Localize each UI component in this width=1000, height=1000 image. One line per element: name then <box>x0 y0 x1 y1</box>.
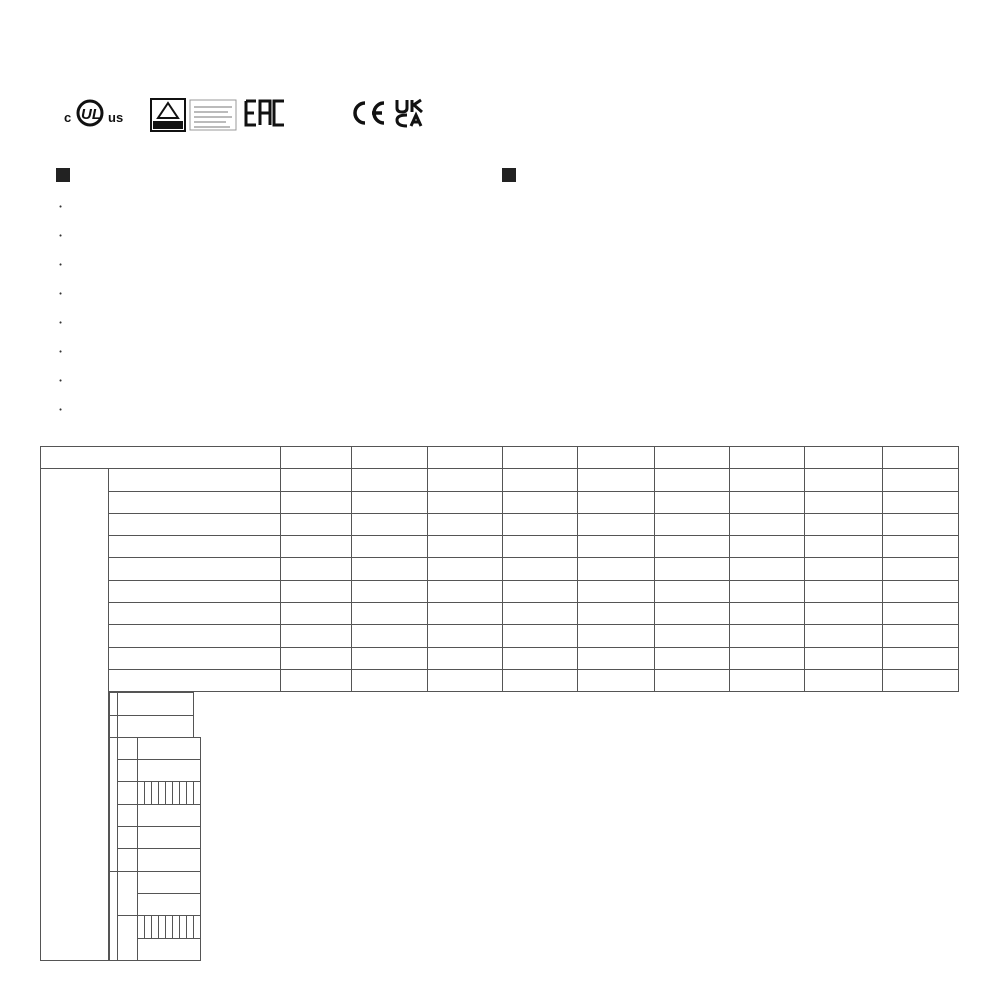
table-cell <box>503 580 578 602</box>
table-cell <box>883 647 959 669</box>
row-label <box>118 827 138 849</box>
table-cell <box>352 603 428 625</box>
frequency-value <box>138 760 201 782</box>
table-cell <box>428 469 503 491</box>
table-cell <box>805 536 883 558</box>
table-cell <box>281 491 352 513</box>
table-cell <box>503 469 578 491</box>
table-cell <box>173 782 180 804</box>
leakage-value <box>138 849 201 871</box>
table-cell <box>578 513 655 535</box>
features-list <box>58 196 80 428</box>
list-item: · <box>58 226 65 245</box>
table-row <box>110 693 201 715</box>
table-cell <box>883 536 959 558</box>
row-label <box>109 625 281 647</box>
spec-table <box>40 446 959 961</box>
table-cell <box>281 536 352 558</box>
row-label <box>118 782 138 804</box>
table-cell <box>503 625 578 647</box>
table-cell <box>578 647 655 669</box>
table-cell <box>145 916 152 938</box>
table-cell <box>194 782 201 804</box>
square-bullet-icon <box>56 168 70 182</box>
tuv-logo <box>150 98 238 136</box>
table-cell <box>428 513 503 535</box>
table-cell <box>428 625 503 647</box>
table-cell <box>352 469 428 491</box>
svg-text:UL: UL <box>81 106 101 123</box>
row-label <box>118 737 138 759</box>
overvoltage-line2 <box>138 938 201 960</box>
table-cell <box>503 603 578 625</box>
table-cell <box>730 469 805 491</box>
list-item: · <box>58 371 65 390</box>
list-item: · <box>58 284 65 303</box>
table-cell <box>883 558 959 580</box>
table-cell <box>730 647 805 669</box>
table-header-row <box>41 447 959 469</box>
table-cell <box>281 558 352 580</box>
table-cell <box>352 536 428 558</box>
table-row <box>110 871 201 893</box>
table-cell <box>883 513 959 535</box>
model-header <box>503 447 578 469</box>
table-cell <box>180 782 187 804</box>
table-cell <box>503 536 578 558</box>
row-label <box>109 580 281 602</box>
table-row <box>41 536 959 558</box>
table-cell <box>805 669 883 691</box>
model-header <box>578 447 655 469</box>
table-cell <box>730 513 805 535</box>
list-item: · <box>58 400 65 419</box>
row-label <box>110 693 118 715</box>
table-cell <box>352 558 428 580</box>
table-cell <box>805 491 883 513</box>
svg-text:c: c <box>64 110 72 125</box>
table-cell <box>655 536 730 558</box>
row-label <box>109 513 281 535</box>
row-label <box>109 536 281 558</box>
table-cell <box>805 558 883 580</box>
table-cell <box>578 558 655 580</box>
table-cell <box>503 669 578 691</box>
table-cell <box>730 625 805 647</box>
overload-line1 <box>138 871 201 893</box>
table-row <box>41 469 959 491</box>
table-cell <box>730 558 805 580</box>
table-row <box>110 715 201 737</box>
row-label <box>110 715 118 737</box>
table-row <box>110 827 201 849</box>
table-cell <box>503 558 578 580</box>
table-cell <box>805 625 883 647</box>
table-cell <box>352 580 428 602</box>
row-label <box>118 804 138 826</box>
table-cell <box>428 603 503 625</box>
table-cell <box>145 782 152 804</box>
table-cell <box>352 669 428 691</box>
ukca-logo <box>394 98 426 132</box>
table-cell <box>281 603 352 625</box>
svg-text:us: us <box>108 110 124 125</box>
startup-time-value <box>118 693 194 715</box>
table-cell <box>578 669 655 691</box>
table-row <box>41 625 959 647</box>
table-cell <box>883 469 959 491</box>
table-cell <box>655 558 730 580</box>
model-header <box>805 447 883 469</box>
table-cell <box>503 491 578 513</box>
table-cell <box>503 513 578 535</box>
square-bullet-icon <box>502 168 516 182</box>
table-cell <box>187 916 194 938</box>
ac-current-value <box>138 804 201 826</box>
ce-logo <box>348 98 388 132</box>
table-row <box>41 558 959 580</box>
table-cell <box>578 625 655 647</box>
output-section <box>41 469 959 961</box>
table-row <box>110 804 201 826</box>
table-cell <box>281 625 352 647</box>
model-header <box>883 447 959 469</box>
table-cell <box>805 603 883 625</box>
table-cell <box>352 625 428 647</box>
table-cell <box>281 513 352 535</box>
model-header <box>281 447 352 469</box>
table-cell <box>730 491 805 513</box>
row-label <box>109 558 281 580</box>
table-cell <box>166 916 173 938</box>
table-cell <box>883 669 959 691</box>
table-cell <box>655 469 730 491</box>
group-label-protection <box>110 871 118 960</box>
features-heading <box>56 164 78 188</box>
row-label <box>109 669 281 691</box>
table-cell <box>655 603 730 625</box>
gtin-heading <box>502 164 524 188</box>
table-cell <box>281 580 352 602</box>
table-cell <box>730 603 805 625</box>
table-cell <box>428 580 503 602</box>
certification-logos <box>64 98 444 150</box>
row-label <box>118 760 138 782</box>
row-label <box>109 647 281 669</box>
table-cell <box>159 782 166 804</box>
table-row <box>41 580 959 602</box>
table-row <box>41 513 959 535</box>
table-cell <box>138 916 145 938</box>
table-cell <box>730 669 805 691</box>
table-cell <box>655 513 730 535</box>
table-row <box>110 849 201 871</box>
group-label-output <box>41 469 109 961</box>
row-label <box>109 603 281 625</box>
table-cell <box>578 536 655 558</box>
input-voltage-value <box>138 737 201 759</box>
table-cell <box>152 782 159 804</box>
eac-logo <box>244 98 288 132</box>
model-label <box>41 447 281 469</box>
table-cell <box>655 669 730 691</box>
row-label <box>109 469 281 491</box>
table-cell <box>166 782 173 804</box>
list-item: · <box>58 313 65 332</box>
table-row <box>41 603 959 625</box>
table-cell <box>883 580 959 602</box>
table-cell <box>805 513 883 535</box>
table-cell <box>180 916 187 938</box>
table-cell <box>187 782 194 804</box>
table-cell <box>281 647 352 669</box>
hold-time-value <box>118 715 194 737</box>
group-label-input <box>110 737 118 871</box>
table-cell <box>883 625 959 647</box>
table-cell <box>883 603 959 625</box>
table-cell <box>578 491 655 513</box>
table-cell <box>503 647 578 669</box>
row-label <box>118 849 138 871</box>
table-row <box>110 916 201 938</box>
table-cell <box>428 647 503 669</box>
table-cell <box>428 669 503 691</box>
row-label <box>118 871 138 916</box>
inrush-value <box>138 827 201 849</box>
table-cell <box>428 491 503 513</box>
model-header <box>352 447 428 469</box>
table-cell <box>805 647 883 669</box>
table-cell <box>730 580 805 602</box>
table-cell <box>805 580 883 602</box>
model-header <box>655 447 730 469</box>
model-header <box>730 447 805 469</box>
table-row <box>110 760 201 782</box>
table-cell <box>159 916 166 938</box>
row-label <box>118 916 138 961</box>
table-cell <box>428 536 503 558</box>
table-cell <box>352 647 428 669</box>
table-cell <box>655 625 730 647</box>
list-item: · <box>58 255 65 274</box>
overload-line2 <box>138 893 201 915</box>
table-cell <box>730 536 805 558</box>
table-cell <box>138 782 145 804</box>
table-cell <box>883 491 959 513</box>
table-cell <box>281 469 352 491</box>
table-cell <box>655 491 730 513</box>
table-cell <box>805 469 883 491</box>
table-cell <box>578 603 655 625</box>
table-cell <box>578 580 655 602</box>
model-header <box>428 447 503 469</box>
list-item: · <box>58 197 65 216</box>
table-row <box>110 737 201 759</box>
ul-logo <box>64 98 134 132</box>
table-row <box>41 491 959 513</box>
table-cell <box>578 469 655 491</box>
table-cell <box>173 916 180 938</box>
table-cell <box>281 669 352 691</box>
list-item: · <box>58 342 65 361</box>
table-cell <box>352 491 428 513</box>
table-cell <box>352 513 428 535</box>
table-cell <box>655 580 730 602</box>
table-cell <box>194 916 201 938</box>
table-row <box>110 782 201 804</box>
table-row <box>41 647 959 669</box>
table-row <box>41 669 959 691</box>
table-cell <box>152 916 159 938</box>
table-cell <box>428 558 503 580</box>
table-cell <box>655 647 730 669</box>
row-label <box>109 491 281 513</box>
